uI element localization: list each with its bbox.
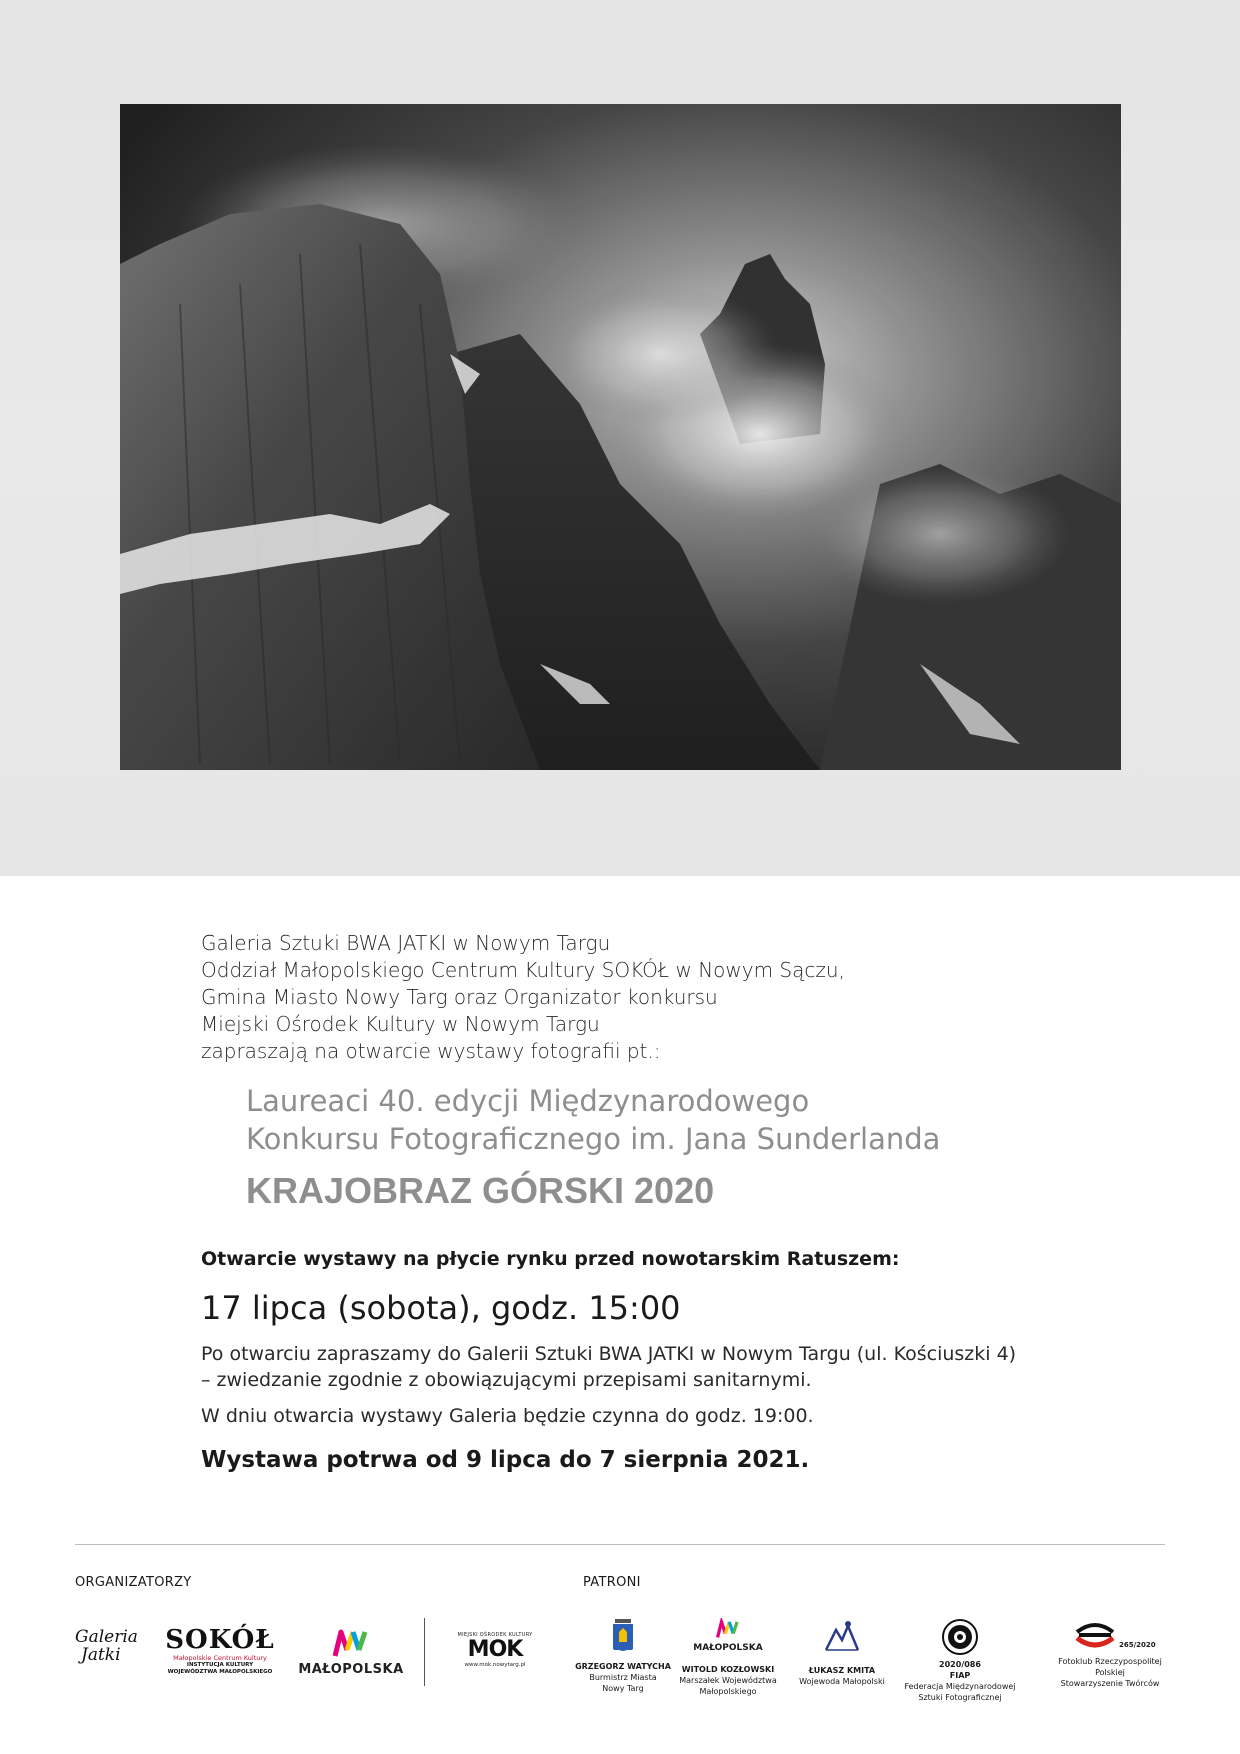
intro-line: Gmina Miasto Nowy Targ oraz Organizator konkursu (201, 985, 718, 1009)
patron-role: Małopolskiego (699, 1687, 757, 1696)
patron-role: Stowarzyszenie Twórców (1060, 1679, 1160, 1688)
patron-role: Fotoklub Rzeczypospolitej Polskiej (1058, 1657, 1162, 1677)
mok-logo (455, 1632, 535, 1668)
malopolska-m-small-icon (715, 1618, 741, 1640)
patron-role: Burmistrz Miasta (589, 1673, 657, 1682)
patron-role: Sztuki Fotograficznej (918, 1693, 1002, 1702)
invitation-text (201, 930, 1101, 1065)
intro-line: Oddział Małopolskiego Centrum Kultury SOKÓŁ w Nowym Sączu, (201, 958, 845, 982)
after-line: – zwiedzanie zgodnie z obowiązującymi przepisami sanitarnymi. (201, 1369, 812, 1391)
patron-role: Marszałek Województwa (679, 1676, 777, 1685)
malopolska-logo-text: MAŁOPOLSKA (298, 1662, 404, 1677)
patron-logo-text: MAŁOPOLSKA (693, 1643, 763, 1653)
footer-divider (75, 1544, 1165, 1545)
patron-fotoklub (1045, 1618, 1175, 1689)
contest-title (246, 1082, 1146, 1158)
sokol-logo-line: Małopolskie Centrum Kultury (173, 1654, 267, 1662)
patron-role: FIAP (949, 1671, 971, 1680)
fotoklub-arc-icon (1073, 1622, 1117, 1654)
patrons-label: PATRONI (583, 1575, 641, 1590)
fotoklub-number: 265/2020 (1119, 1641, 1156, 1649)
gallery-hours-note: W dniu otwarcia wystawy Galeria będzie czynna do godz. 19:00. (201, 1405, 814, 1427)
mok-logo-url: www.mok.nowytarg.pl (464, 1662, 526, 1668)
exhibition-headline: KRAJOBRAZ GÓRSKI 2020 (246, 1170, 715, 1211)
contest-line: Konkursu Fotograficznego im. Jana Sunderlanda (246, 1122, 941, 1156)
wojewoda-mountain-icon (822, 1618, 862, 1654)
intro-line: Galeria Sztuki BWA JATKI w Nowym Targu (201, 931, 611, 955)
galeria-jatki-logo (75, 1628, 145, 1664)
jatki-logo-word: Jatki (81, 1645, 121, 1665)
sokol-logo (165, 1626, 275, 1676)
opening-label: Otwarcie wystawy na płycie rynku przed nowotarskim Ratuszem: (201, 1248, 900, 1270)
organizers-label: ORGANIZATORZY (75, 1575, 192, 1590)
malopolska-logo (296, 1628, 406, 1677)
opening-datetime: 17 lipca (sobota), godz. 15:00 (201, 1289, 681, 1327)
patron-name: WITOLD KOZŁOWSKI (681, 1665, 775, 1674)
mok-logo-top: MIEJSKI OŚRODEK KULTURY (457, 1632, 533, 1638)
patron-fiap (890, 1618, 1030, 1703)
mok-logo-name: MOK (467, 1637, 523, 1662)
sokol-logo-line: INSTYTUCJA KULTURY (186, 1662, 254, 1668)
patron-name: ŁUKASZ KMITA (808, 1666, 876, 1675)
intro-line: Miejski Ośrodek Kultury w Nowym Targu (201, 1012, 600, 1036)
sokol-logo-line: WOJEWÓDZTWA MAŁOPOLSKIEGO (167, 1669, 273, 1675)
exhibition-duration: Wystawa potrwa od 9 lipca do 7 sierpnia 2021. (201, 1447, 810, 1473)
logo-separator (424, 1618, 425, 1686)
mountain-photograph (120, 104, 1121, 770)
fotoklub-logo (1045, 1618, 1175, 1656)
patron-name: 2020/086 (939, 1660, 981, 1669)
fiap-seal-icon (941, 1618, 979, 1656)
malopolska-m-icon (331, 1628, 371, 1658)
after-line: Po otwarciu zapraszamy do Galerii Sztuki BWA JATKI w Nowym Targu (ul. Kościuszki 4) (201, 1343, 1017, 1365)
sokol-logo-name: SOKÓŁ (165, 1625, 275, 1655)
patron-name: GRZEGORZ WATYCHA (575, 1662, 671, 1671)
contest-line: Laureaci 40. edycji Międzynarodowego (246, 1084, 810, 1118)
after-opening-note (201, 1341, 1016, 1393)
patron-role: Federacja Międzynarodowej (904, 1682, 1016, 1691)
galeria-logo-word: Galeria (75, 1627, 138, 1647)
intro-line: zapraszają na otwarcie wystawy fotografii pt.: (201, 1039, 661, 1063)
nowy-targ-crest-icon (611, 1618, 635, 1658)
patron-role: Nowy Targ (602, 1684, 644, 1693)
patron-role: Wojewoda Małopolski (799, 1677, 885, 1686)
